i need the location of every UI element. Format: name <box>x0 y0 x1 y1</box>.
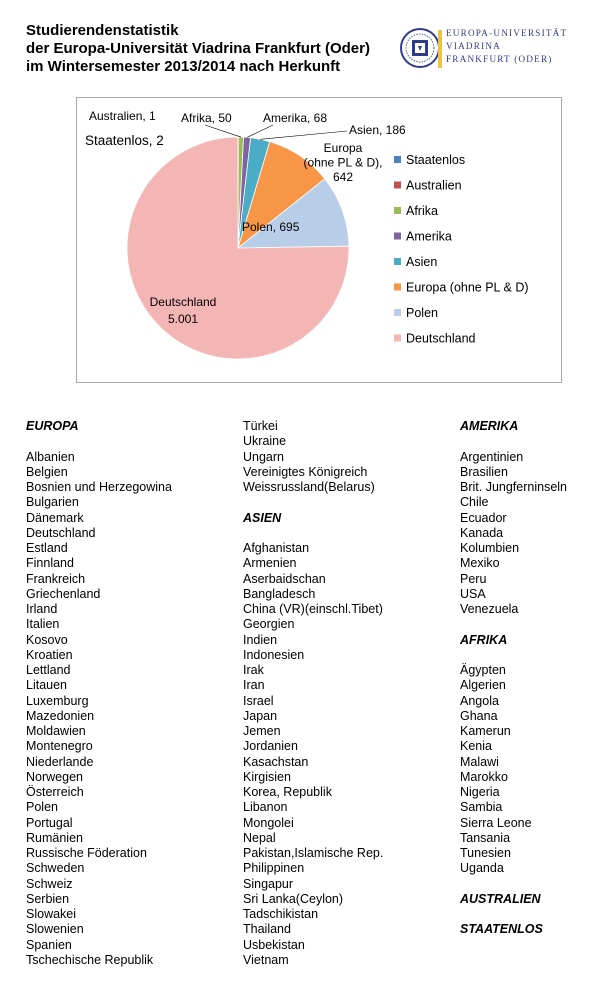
country-item: Tansania <box>460 830 511 845</box>
country-item: Bosnien und Herzegowina <box>26 480 172 494</box>
leader-line <box>247 125 273 137</box>
spacer <box>243 495 383 510</box>
country-item: Serbien <box>26 891 70 906</box>
title-line-3: im Wintersemester 2013/2014 nach Herkunft <box>26 58 341 75</box>
legend-swatch-afrika <box>394 207 401 214</box>
country-item: Weissrussland(Belarus) <box>243 480 375 494</box>
spacer <box>460 617 567 632</box>
country-item: Portugal <box>26 815 73 830</box>
country-item: Finnland <box>26 556 74 571</box>
country-item: Argentinien <box>460 449 524 464</box>
legend-swatch-deutschland <box>394 335 401 342</box>
country-item: Kosovo <box>26 632 68 647</box>
country-item: Kenia <box>460 739 492 754</box>
country-item: Kasachstan <box>243 754 309 769</box>
country-item: Indien <box>243 632 278 647</box>
country-item: Rumänien <box>26 830 83 845</box>
page-title <box>26 22 370 76</box>
country-item: Nepal <box>243 830 276 845</box>
spacer <box>460 907 567 922</box>
logo-wordmark <box>446 27 567 66</box>
region-heading-afrika: AFRIKA <box>460 632 508 647</box>
country-item: Kroatien <box>26 647 73 662</box>
column-amerika-afrika <box>460 419 567 938</box>
country-item: Indonesien <box>243 647 305 662</box>
country-item: Ungarn <box>243 449 284 464</box>
country-item: Schweden <box>26 861 85 876</box>
region-heading-staatenlos: STAATENLOS <box>460 922 543 937</box>
country-item: Österreich <box>26 785 84 799</box>
university-logo <box>398 24 574 76</box>
country-item: Sierra Leone <box>460 815 532 830</box>
legend-label-staatenlos: Staatenlos <box>406 153 466 167</box>
legend-swatch-australien <box>394 182 401 189</box>
title-line-2: der Europa-Universität Viadrina Frankfurt (Oder) <box>26 40 370 57</box>
legend-swatch-europa-ohne-pl-d <box>394 284 401 291</box>
country-item: Korea, Republik <box>243 785 332 799</box>
country-item: Vietnam <box>243 952 289 967</box>
country-item: Afghanistan <box>243 541 310 555</box>
country-item: Jemen <box>243 724 281 738</box>
country-item: Niederlande <box>26 754 94 769</box>
logo-line-3: FRANKFURT (ODER) <box>446 54 553 64</box>
country-item: Uganda <box>460 861 504 876</box>
country-item: USA <box>460 586 486 601</box>
country-item: Angola <box>460 693 499 708</box>
spacer <box>26 434 172 449</box>
country-item: Iran <box>243 678 265 693</box>
region-heading-amerika: AMERIKA <box>460 419 519 433</box>
legend-label-australien: Australien <box>406 178 462 193</box>
country-item: Montenegro <box>26 739 93 754</box>
country-item: Moldawien <box>26 724 86 738</box>
country-item: Singapur <box>243 876 294 891</box>
title-line-1: Studierendenstatistik <box>26 22 179 39</box>
country-item: Italien <box>26 617 60 632</box>
legend-swatch-polen <box>394 309 401 316</box>
country-item: Jordanien <box>243 739 298 754</box>
country-item: Lettland <box>26 663 71 677</box>
country-item: Sri Lanka(Ceylon) <box>243 891 344 906</box>
country-item: Luxemburg <box>26 693 89 708</box>
country-item: Tschechische Republik <box>26 952 154 967</box>
country-item: Schweiz <box>26 876 73 891</box>
leader-line <box>205 125 241 137</box>
country-item: Kolumbien <box>460 541 520 555</box>
slice-label-europa-ohne-pl-d: Europa (ohne PL & D), 642 <box>303 141 383 184</box>
country-item: Kirgisien <box>243 769 291 784</box>
country-item: Bangladesch <box>243 586 316 601</box>
legend-swatch-asien <box>394 258 401 265</box>
country-item: Norwegen <box>26 769 83 784</box>
legend-label-afrika: Afrika <box>406 204 438 218</box>
country-item: Griechenland <box>26 586 101 601</box>
slice-label-deutschland: Deutschland 5.001 <box>149 295 217 326</box>
country-item: Ghana <box>460 708 498 723</box>
country-item: Mexiko <box>460 556 500 571</box>
legend-swatch-amerika <box>394 233 401 240</box>
spacer <box>243 526 383 541</box>
country-item: Georgien <box>243 617 295 632</box>
country-item: Irak <box>243 663 264 677</box>
region-heading-europa: EUROPA <box>26 419 79 433</box>
country-item: Russische Föderation <box>26 846 147 860</box>
logo-line-1: EUROPA-UNIVERSITÄT <box>446 28 568 38</box>
logo-line-2: VIADRINA <box>446 41 502 51</box>
column-europa-asien <box>243 419 383 968</box>
university-seal-icon <box>398 24 444 76</box>
country-item: Chile <box>460 495 489 510</box>
country-item: Aserbaidschan <box>243 571 326 586</box>
pie-chart <box>76 97 562 383</box>
country-item: Tadschikistan <box>243 907 319 921</box>
legend-label-europa-ohne-pl-d: Europa (ohne PL & D) <box>406 280 529 295</box>
country-item: Libanon <box>243 800 288 815</box>
country-item: Israel <box>243 693 274 708</box>
slice-label-amerika: Amerika, 68 <box>263 111 328 125</box>
legend-swatch-staatenlos <box>394 156 401 163</box>
slice-label-asien: Asien, 186 <box>349 123 406 137</box>
country-item: Peru <box>460 571 487 586</box>
country-item: Sambia <box>460 800 503 815</box>
country-item: Polen <box>26 800 58 815</box>
country-item: Marokko <box>460 769 508 784</box>
country-item: Spanien <box>26 937 72 952</box>
country-item: Brit. Jungferninseln <box>460 480 568 494</box>
country-item: Irland <box>26 602 58 616</box>
country-item: Slowenien <box>26 922 84 937</box>
country-item: China (VR)(einschl.Tibet) <box>243 602 383 616</box>
country-item: Litauen <box>26 678 68 693</box>
country-item: Deutschland <box>26 525 96 540</box>
country-item: Nigeria <box>460 785 500 799</box>
country-item: Vereinigtes Königreich <box>243 464 368 479</box>
column-europa <box>26 419 172 968</box>
country-item: Slowakei <box>26 907 77 921</box>
country-item: Malawi <box>460 754 499 769</box>
country-item: Frankreich <box>26 571 86 586</box>
country-item: Venezuela <box>460 602 519 616</box>
country-item: Dänemark <box>26 510 84 525</box>
legend-label-asien: Asien <box>406 255 438 269</box>
country-item: Algerien <box>460 678 506 693</box>
country-item: Estland <box>26 541 68 555</box>
country-item: Pakistan,Islamische Rep. <box>243 846 384 860</box>
country-item: Armenien <box>243 556 297 571</box>
country-item: Philippinen <box>243 861 305 876</box>
country-item: Belgien <box>26 464 68 479</box>
spacer <box>460 877 567 892</box>
country-item: Bulgarien <box>26 495 79 510</box>
legend-label-amerika: Amerika <box>406 229 452 244</box>
country-lists <box>0 419 600 989</box>
pie-chart-canvas <box>77 98 561 382</box>
country-item: Mongolei <box>243 815 294 830</box>
country-item: Ukraine <box>243 434 287 449</box>
country-item: Türkei <box>243 419 278 433</box>
country-item: Tunesien <box>460 846 511 860</box>
country-item: Mazedonien <box>26 708 95 723</box>
legend-label-polen: Polen <box>406 306 438 320</box>
slice-label-polen: Polen, 695 <box>242 220 300 234</box>
country-item: Japan <box>243 708 278 723</box>
country-item: Albanien <box>26 449 75 464</box>
leader-line <box>260 131 347 139</box>
slice-label-staatenlos: Staatenlos, 2 <box>85 133 164 148</box>
region-heading-asien: ASIEN <box>243 510 282 525</box>
spacer <box>460 648 567 663</box>
spacer <box>460 434 567 449</box>
slice-label-australien: Australien, 1 <box>89 109 156 123</box>
country-item: Ägypten <box>460 663 506 677</box>
region-heading-australien: AUSTRALIEN <box>460 891 541 906</box>
legend-label-deutschland: Deutschland <box>406 331 476 346</box>
country-item: Usbekistan <box>243 937 305 952</box>
country-item: Kamerun <box>460 724 511 738</box>
slice-label-afrika: Afrika, 50 <box>181 111 232 125</box>
country-item: Thailand <box>243 922 291 937</box>
country-item: Ecuador <box>460 510 507 525</box>
country-item: Kanada <box>460 525 504 540</box>
country-item: Brasilien <box>460 464 508 479</box>
